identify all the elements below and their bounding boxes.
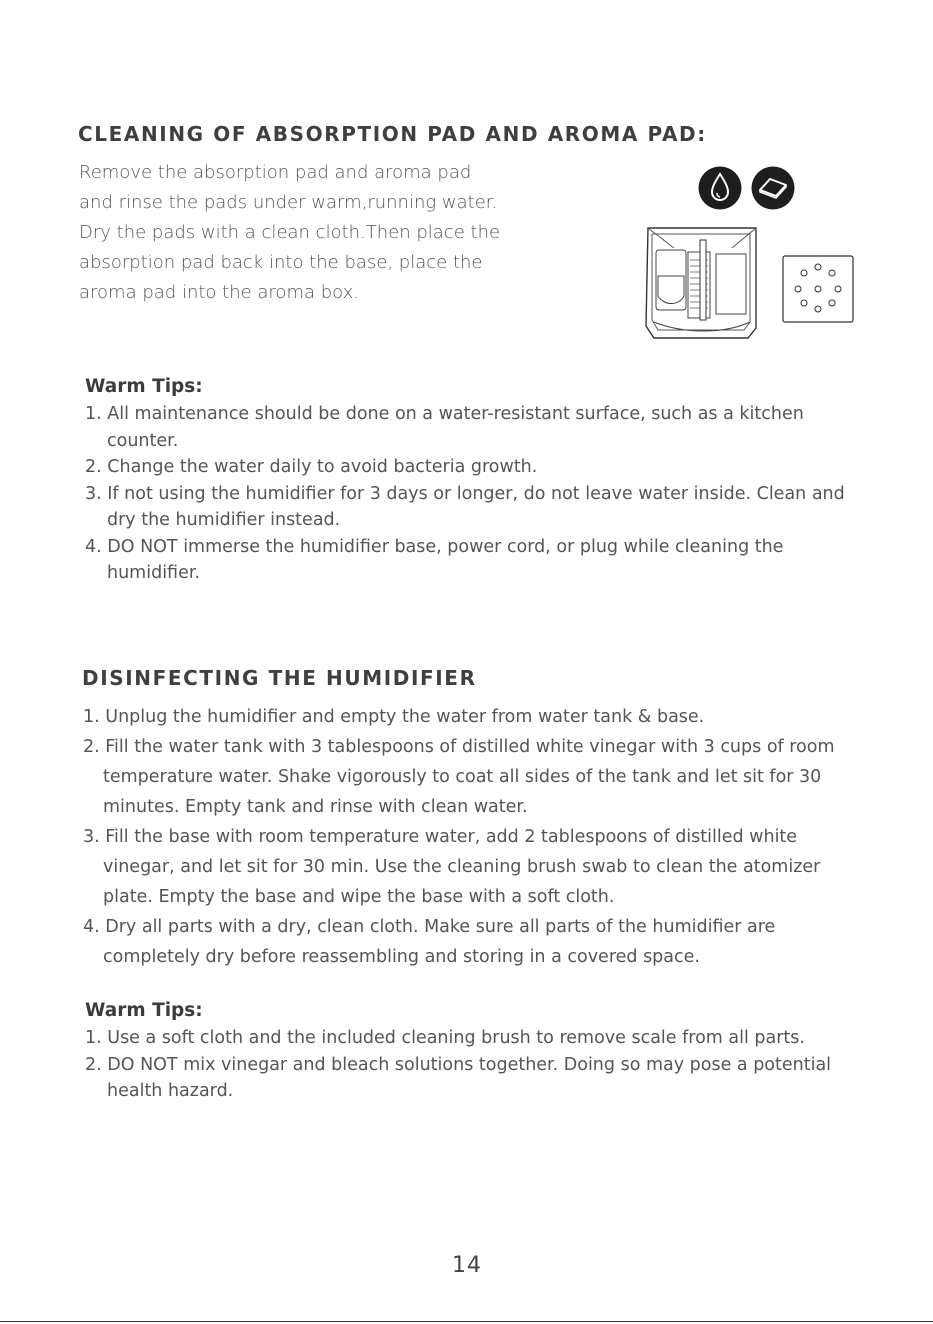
warm-tips-list	[85, 401, 845, 587]
humidifier-base-illustration	[644, 226, 760, 342]
list-item: 2. Fill the water tank with 3 tablespoons of distilled white vinegar with 3 cups of room	[83, 737, 835, 757]
cleaning-pads-paragraph	[79, 158, 500, 308]
water-drop-icon	[699, 167, 742, 210]
warm-tips-title: Warm Tips:	[85, 1000, 203, 1021]
list-item-continuation: vinegar, and let sit for 30 min. Use the cleaning brush swab to clean the atomizer	[103, 857, 821, 877]
paragraph-line: and rinse the pads under warm,running water.	[79, 192, 498, 213]
list-item-continuation: plate. Empty the base and wipe the base with a soft cloth.	[103, 887, 615, 907]
section-heading-disinfecting: DISINFECTING THE HUMIDIFIER	[82, 666, 477, 690]
instruction-icons	[698, 166, 798, 212]
warm-tips-list	[85, 1025, 831, 1105]
list-item-continuation: minutes. Empty tank and rinse with clean water.	[103, 797, 528, 817]
list-item: 2. Change the water daily to avoid bacteria growth.	[85, 457, 538, 477]
list-item: 3. If not using the humidifier for 3 days or longer, do not leave water inside. Clean and	[85, 483, 845, 504]
list-item: 3. Fill the base with room temperature water, add 2 tablespoons of distilled white	[83, 827, 798, 847]
warm-tips-title: Warm Tips:	[85, 376, 203, 397]
page-number: 14	[452, 1253, 482, 1278]
list-item: 4. Dry all parts with a dry, clean cloth. Make sure all parts of the humidifier are	[83, 917, 776, 937]
list-item-continuation: counter.	[107, 430, 179, 451]
disinfecting-steps-list	[83, 702, 835, 972]
list-item: 4. DO NOT immerse the humidifier base, power cord, or plug while cleaning the	[85, 536, 784, 557]
aroma-pad-illustration	[782, 255, 854, 323]
paragraph-line: aroma pad into the aroma box.	[79, 282, 359, 303]
list-item: 2. DO NOT mix vinegar and bleach solutions together. Doing so may pose a potential	[85, 1054, 832, 1075]
list-item-continuation: temperature water. Shake vigorously to coat all sides of the tank and let sit for 30	[103, 767, 822, 787]
list-item-continuation: humidifier.	[107, 563, 201, 583]
list-item-continuation: completely dry before reassembling and storing in a covered space.	[103, 947, 700, 967]
paragraph-line: absorption pad back into the base, place the	[79, 252, 483, 273]
list-item: 1. Use a soft cloth and the included cleaning brush to remove scale from all parts.	[85, 1028, 805, 1048]
list-item-continuation: health hazard.	[107, 1081, 234, 1101]
list-item-continuation: dry the humidifier instead.	[107, 510, 341, 530]
bottom-border	[0, 1321, 933, 1322]
section-heading-cleaning-pads: CLEANING OF ABSORPTION PAD AND AROMA PAD:	[78, 122, 707, 146]
list-item: 1. Unplug the humidifier and empty the water from water tank & base.	[83, 707, 705, 727]
cloth-pad-icon	[752, 167, 795, 210]
paragraph-line: Dry the pads with a clean cloth.Then place the	[79, 222, 501, 243]
paragraph-line: Remove the absorption pad and aroma pad	[79, 162, 472, 183]
list-item: 1. All maintenance should be done on a water-resistant surface, such as a kitchen	[85, 404, 804, 424]
